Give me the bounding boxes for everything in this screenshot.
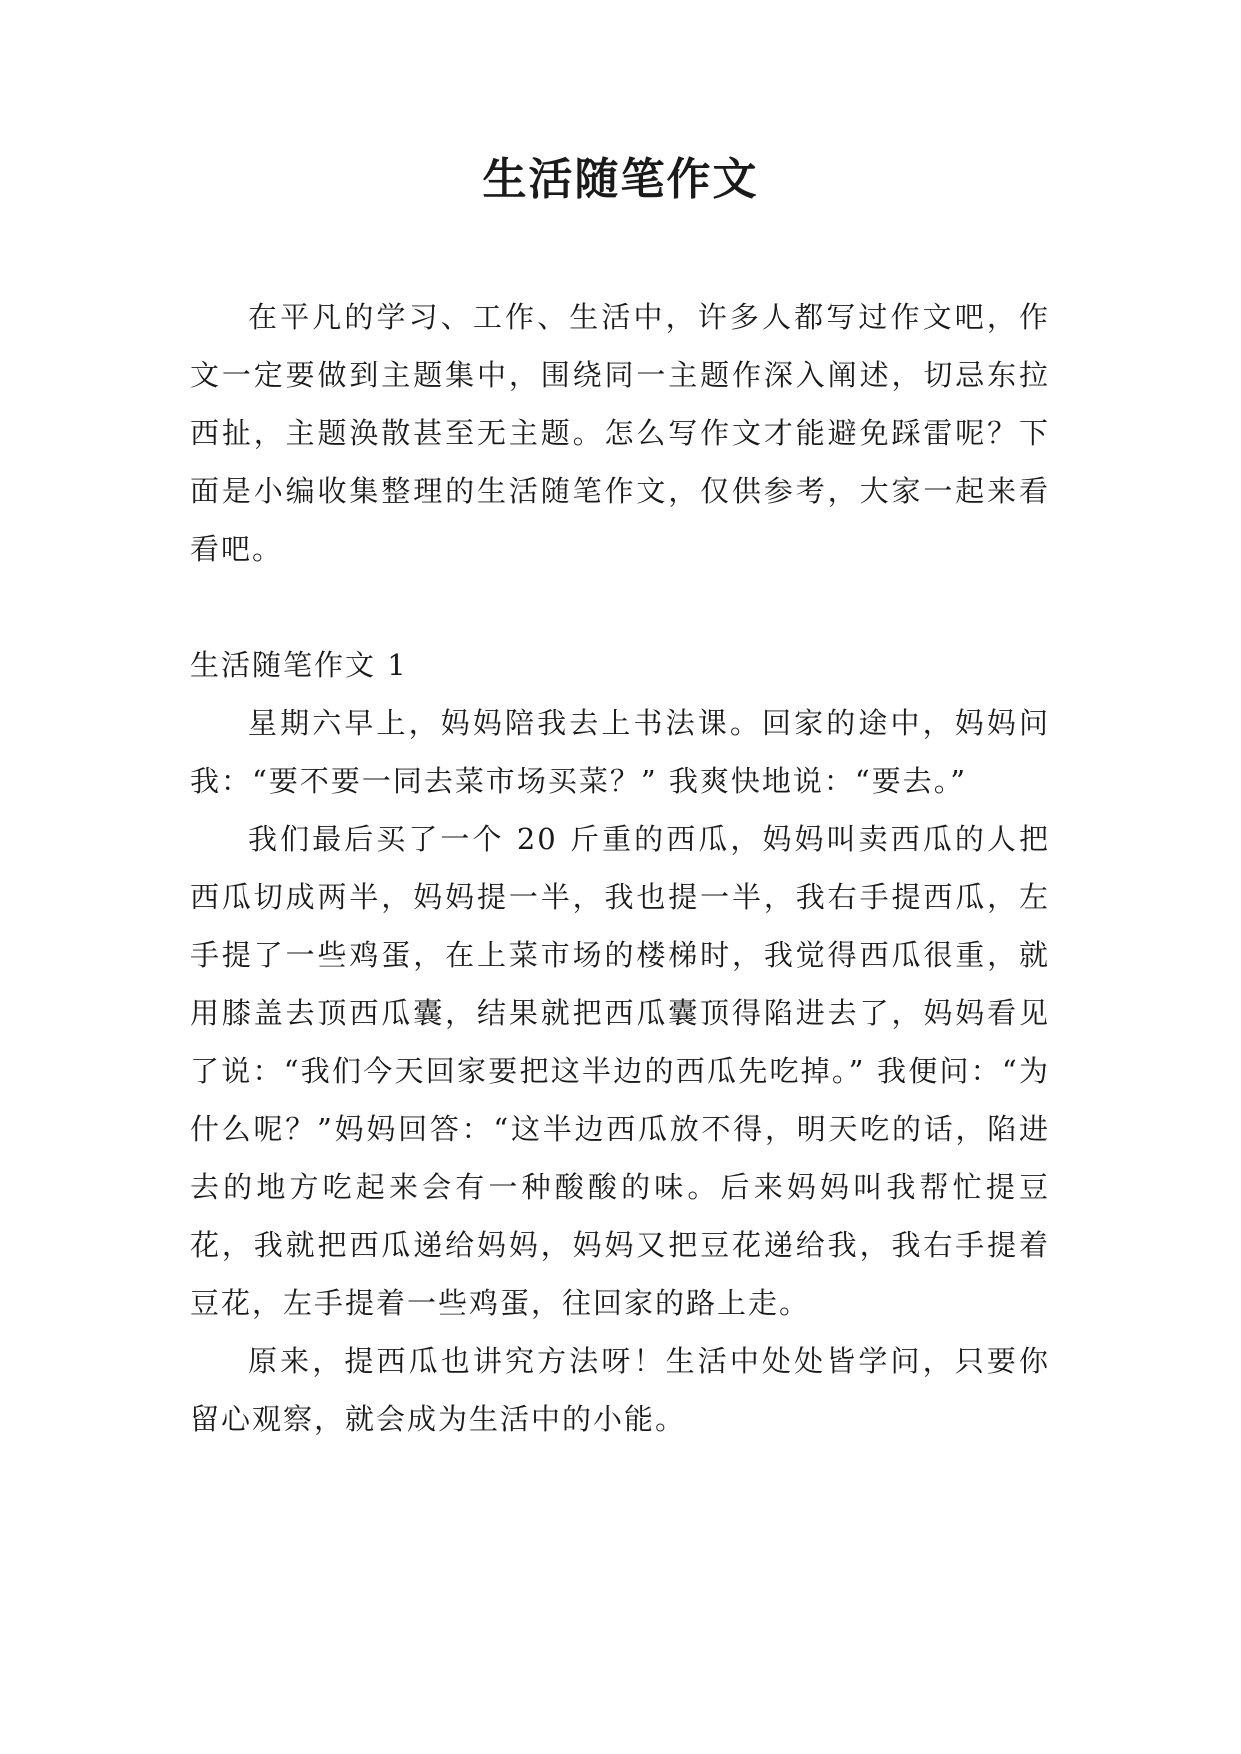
body-paragraph-1: 星期六早上，妈妈陪我去上书法课。回家的途中，妈妈问我：“要不要一同去菜市场买菜？” 我爽快地说：“要去。” — [190, 706, 1050, 798]
body-paragraph-3: 原来，提西瓜也讲究方法呀！生活中处处皆学问，只要你留心观察，就会成为生活中的小能。 — [190, 1344, 1050, 1436]
document-body — [190, 288, 1050, 1448]
section-heading: 生活随笔作文 1 — [190, 648, 408, 682]
intro-paragraph: 在平凡的学习、工作、生活中，许多人都写过作文吧，作文一定要做到主题集中，围绕同一主题作深入阐述，切忌东拉西扯，主题涣散甚至无主题。怎么写作文才能避免踩雷呢？下面是小编收集整理的生活随笔作文，仅供参考，大家一起来看看吧。 — [190, 300, 1050, 566]
document-title: 生活随笔作文 — [482, 154, 759, 205]
body-paragraph-2: 我们最后买了一个 20 斤重的西瓜，妈妈叫卖西瓜的人把西瓜切成两半，妈妈提一半，我也提一半，我右手提西瓜，左手提了一些鸡蛋，在上菜市场的楼梯时，我觉得西瓜很重，就用膝盖去顶西瓜囊，结果就把西瓜囊顶得陷进去了，妈妈看见了说：“我们今天回家要把这半边的西瓜先吃掉。” 我便问：“为什么呢？”妈妈回答：“这半边西瓜放不得，明天吃的话，陷进去的地方吃起来会有一种酸酸的味。后来妈妈叫我帮忙提豆花，我就把西瓜递给妈妈，妈妈又把豆花递给我，我右手提着豆花，左手提着一些鸡蛋，往回家的路上走。 — [190, 822, 1050, 1320]
